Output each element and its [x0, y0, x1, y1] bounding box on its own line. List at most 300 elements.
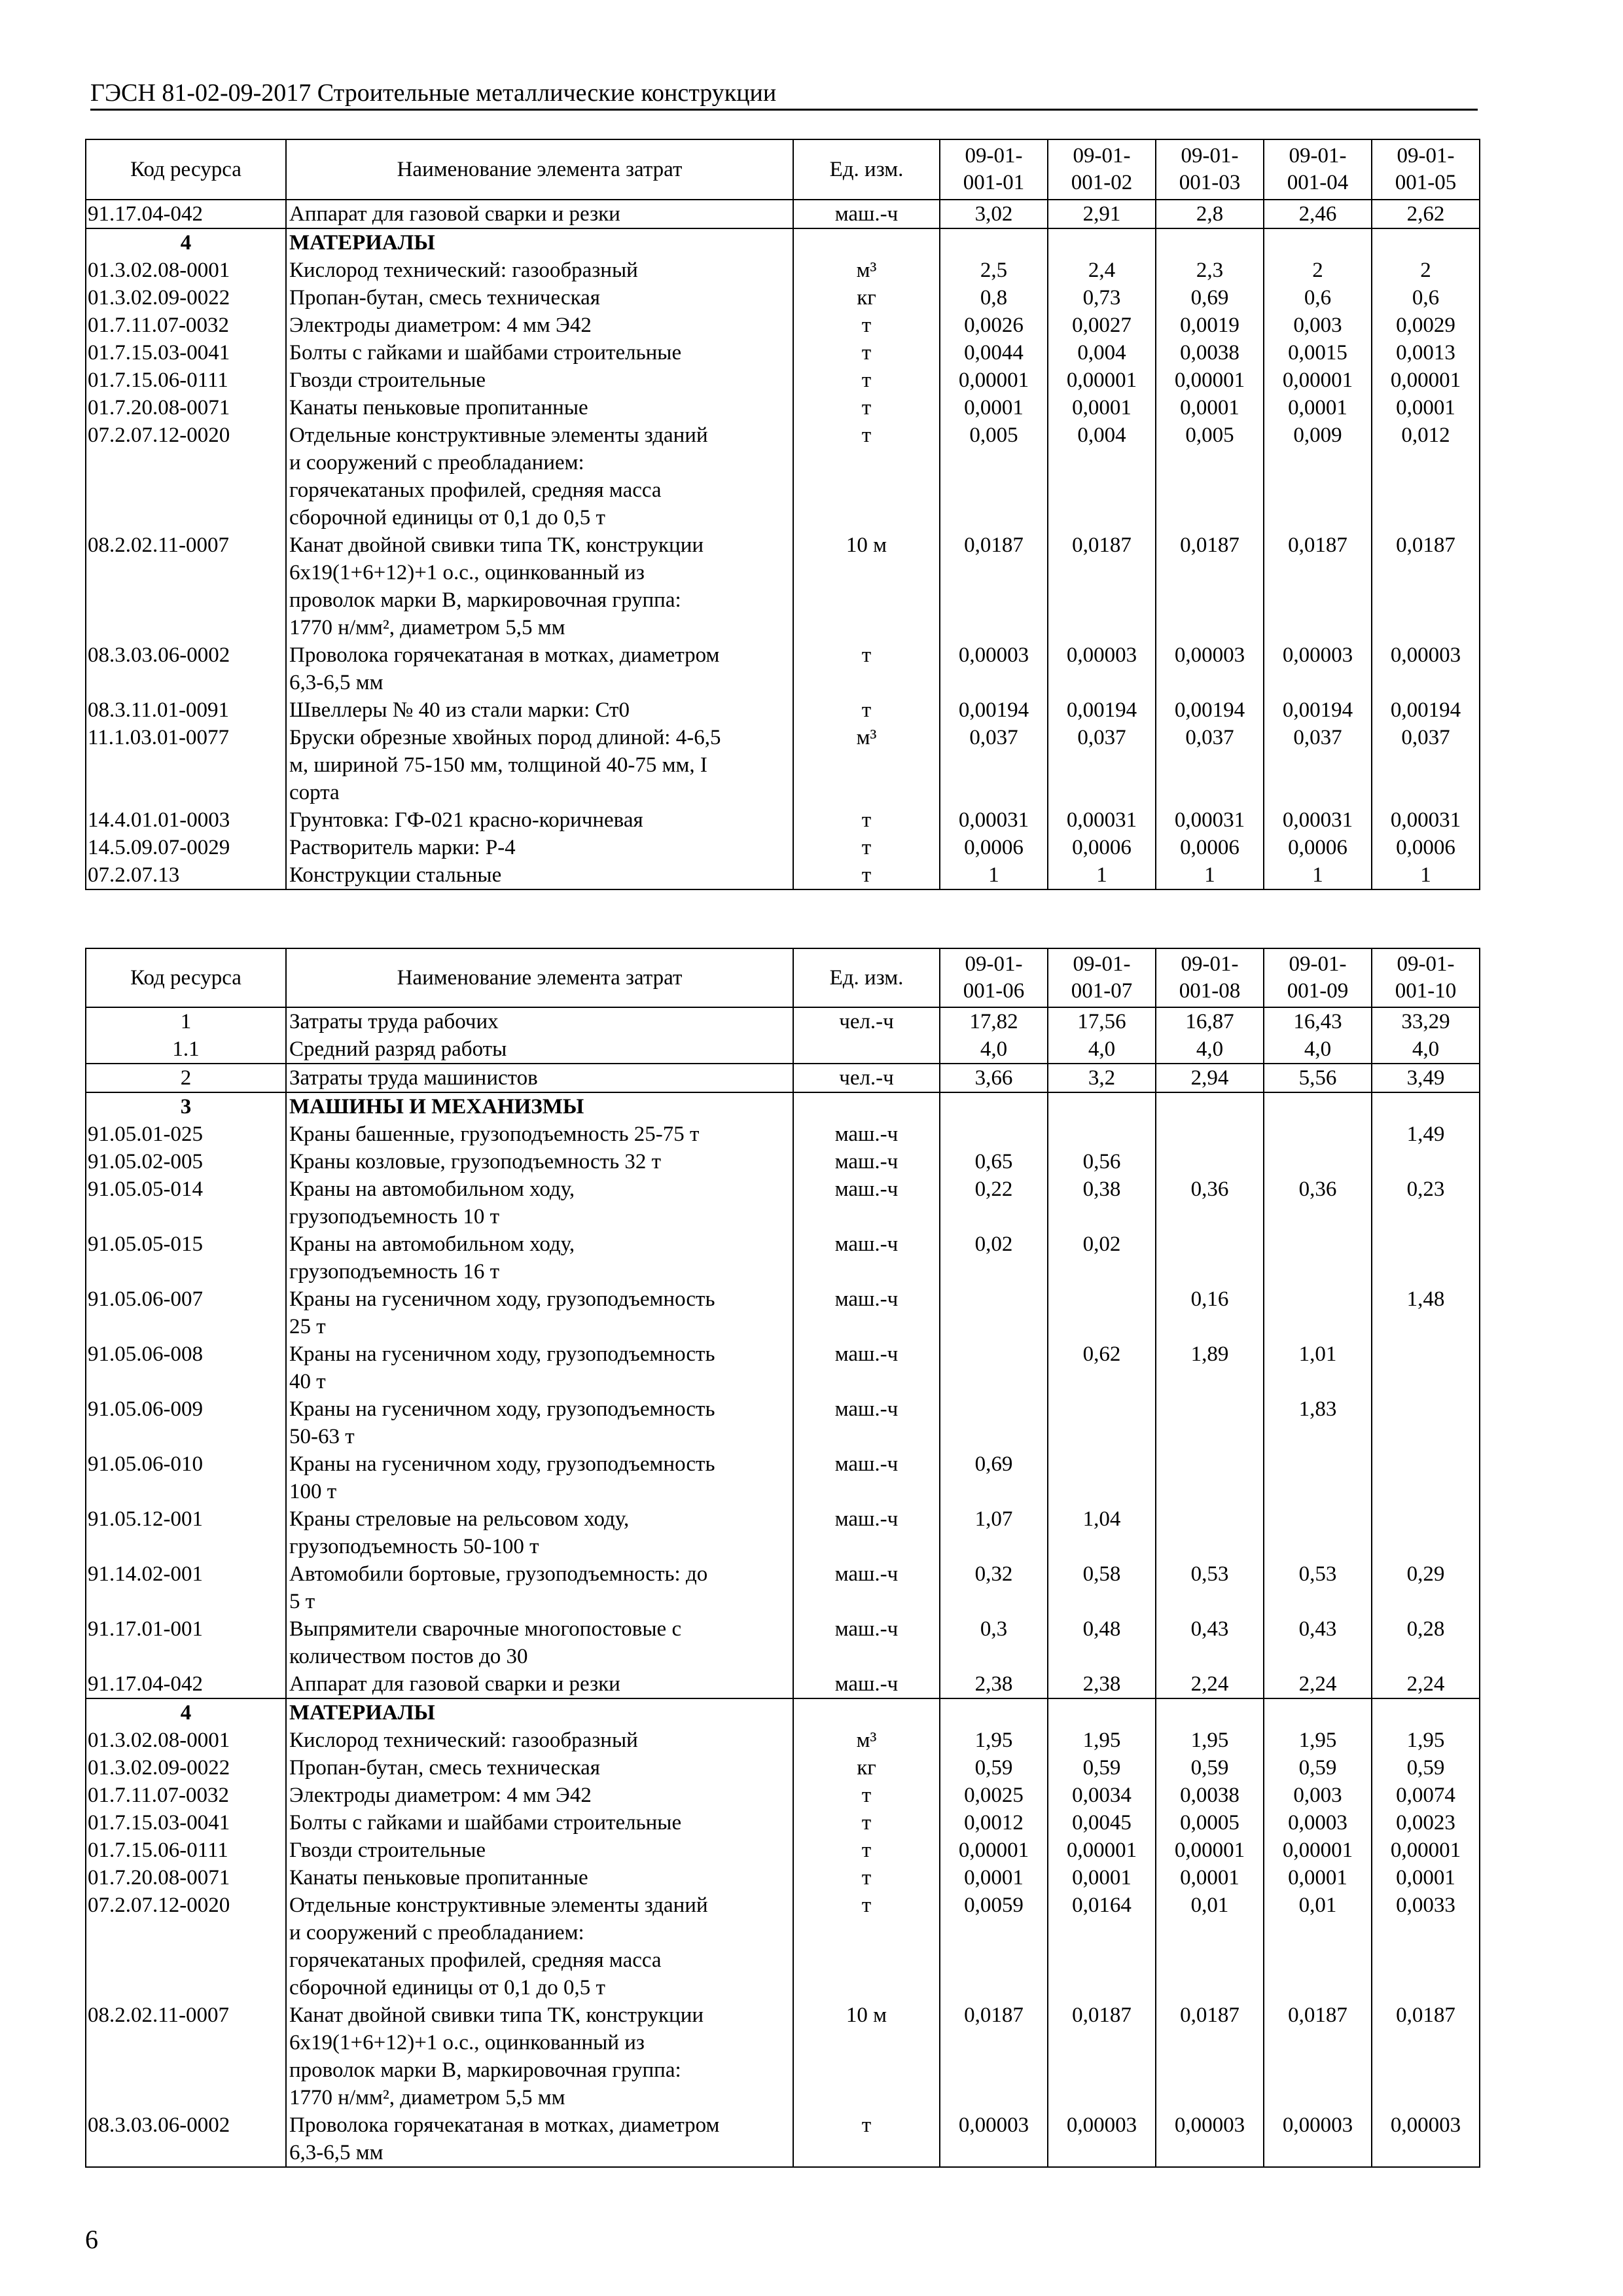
resource-code: 91.05.01-025	[86, 1121, 286, 1148]
resource-value: 0,00001	[1264, 367, 1372, 394]
resource-value	[1156, 1092, 1264, 1121]
resource-code: 14.4.01.01-0003	[86, 806, 286, 834]
header-unit: Ед. изм.	[793, 948, 940, 1007]
resource-value: 0,0019	[1156, 312, 1264, 339]
resource-value: 0,00001	[940, 367, 1048, 394]
header-rate-code: 09-01- 001-05	[1372, 139, 1480, 200]
resource-value: 2,24	[1264, 1670, 1372, 1698]
table-row	[86, 1340, 1480, 1395]
resource-value: 0,01	[1156, 1892, 1264, 2001]
resource-value: 0,0187	[1048, 2001, 1156, 2111]
header-rate-code: 09-01- 001-06	[940, 948, 1048, 1007]
resource-name: Аппарат для газовой сварки и резки	[286, 1670, 793, 1698]
resource-value: 0,0187	[940, 2001, 1048, 2111]
resource-value: 0,00194	[1264, 696, 1372, 724]
table-row	[86, 1395, 1480, 1450]
resource-value: 4,0	[1372, 1035, 1480, 1064]
table-row	[86, 1175, 1480, 1230]
resource-value: 0,6	[1372, 284, 1480, 312]
resource-unit	[793, 1092, 940, 1121]
resource-value: 0,0006	[1372, 834, 1480, 861]
header-rate-code: 09-01- 001-03	[1156, 139, 1264, 200]
table-row	[86, 1782, 1480, 1809]
resource-value: 0,53	[1264, 1560, 1372, 1615]
resource-value: 33,29	[1372, 1007, 1480, 1035]
table-header-row	[86, 948, 1480, 1007]
resource-value: 0,00001	[1264, 1837, 1372, 1864]
resource-name: Болты с гайками и шайбами строительные	[286, 339, 793, 367]
resource-code: 2	[86, 1064, 286, 1092]
resource-code: 91.17.01-001	[86, 1615, 286, 1670]
resource-value	[1372, 1698, 1480, 1727]
table-row	[86, 1864, 1480, 1892]
resource-value: 0,0187	[940, 531, 1048, 641]
resource-value	[940, 1340, 1048, 1395]
resource-code: 01.3.02.09-0022	[86, 1754, 286, 1782]
resource-name: Болты с гайками и шайбами строительные	[286, 1809, 793, 1837]
resource-unit: м³	[793, 1727, 940, 1754]
resource-value: 1	[1048, 861, 1156, 889]
resource-value	[1372, 1505, 1480, 1560]
resource-value: 0,012	[1372, 422, 1480, 531]
resource-value: 0,00003	[1372, 2111, 1480, 2167]
resource-value: 3,49	[1372, 1064, 1480, 1092]
resource-code: 01.7.20.08-0071	[86, 1864, 286, 1892]
resource-code: 11.1.03.01-0077	[86, 724, 286, 806]
resource-value: 2,46	[1264, 200, 1372, 228]
resource-unit: т	[793, 1864, 940, 1892]
resource-unit: м³	[793, 724, 940, 806]
resource-value: 0,59	[1264, 1754, 1372, 1782]
table-header-row	[86, 139, 1480, 200]
resource-unit: чел.-ч	[793, 1007, 940, 1035]
resource-value: 0,00001	[1156, 367, 1264, 394]
resource-value: 0,0001	[1156, 394, 1264, 422]
table-row	[86, 1121, 1480, 1148]
resource-value: 0,0074	[1372, 1782, 1480, 1809]
resource-value	[1372, 1340, 1480, 1395]
resource-name: Кислород технический: газообразный	[286, 257, 793, 284]
resource-code: 4	[86, 228, 286, 257]
resource-value: 0,0006	[1048, 834, 1156, 861]
resource-code: 91.05.05-014	[86, 1175, 286, 1230]
resource-name: Краны стреловые на рельсовом ходу, грузоподъемность 50-100 т	[286, 1505, 793, 1560]
resource-code: 91.17.04-042	[86, 200, 286, 228]
resource-value: 2,38	[940, 1670, 1048, 1698]
resource-value: 0,48	[1048, 1615, 1156, 1670]
resource-value: 1,95	[1372, 1727, 1480, 1754]
resource-name: Краны на гусеничном ходу, грузоподъемность 25 т	[286, 1285, 793, 1340]
resource-value: 0,0013	[1372, 339, 1480, 367]
resource-value	[1156, 228, 1264, 257]
resource-code: 3	[86, 1092, 286, 1121]
resource-name: Проволока горячекатаная в мотках, диаметром 6,3-6,5 мм	[286, 641, 793, 696]
page-header: ГЭСН 81-02-09-2017 Строительные металлические конструкции	[90, 77, 1478, 111]
resource-name: Краны на автомобильном ходу, грузоподъемность 16 т	[286, 1230, 793, 1285]
resource-code: 08.3.11.01-0091	[86, 696, 286, 724]
resource-code: 01.7.11.07-0032	[86, 312, 286, 339]
resource-value: 0,73	[1048, 284, 1156, 312]
resource-value: 1,01	[1264, 1340, 1372, 1395]
resource-value: 0,0001	[1264, 394, 1372, 422]
resource-unit: чел.-ч	[793, 1064, 940, 1092]
table-row	[86, 1727, 1480, 1754]
header-code: Код ресурса	[86, 948, 286, 1007]
resource-name: Выпрямители сварочные многопостовые с количеством постов до 30	[286, 1615, 793, 1670]
resource-value: 0,0006	[940, 834, 1048, 861]
resource-value	[1372, 1395, 1480, 1450]
page-number: 6	[85, 2225, 98, 2254]
resource-value: 0,43	[1156, 1615, 1264, 1670]
resource-value: 0,0023	[1372, 1809, 1480, 1837]
resource-code: 14.5.09.07-0029	[86, 834, 286, 861]
resource-value: 0,00001	[1048, 1837, 1156, 1864]
resource-value: 0,0164	[1048, 1892, 1156, 2001]
table-row	[86, 1285, 1480, 1340]
resource-name: Отдельные конструктивные элементы зданий и сооружений с преобладанием: горячекатаных профилей, средняя масса сборочной единицы от 0,1 до 0,5 т	[286, 422, 793, 531]
resource-value	[1264, 1121, 1372, 1148]
resource-value: 0,22	[940, 1175, 1048, 1230]
resource-value	[1372, 1230, 1480, 1285]
resource-name: Грунтовка: ГФ-021 красно-коричневая	[286, 806, 793, 834]
resource-name: Конструкции стальные	[286, 861, 793, 889]
resource-code: 08.3.03.06-0002	[86, 641, 286, 696]
resource-value	[1372, 228, 1480, 257]
resource-code: 01.3.02.08-0001	[86, 1727, 286, 1754]
resource-unit	[793, 1698, 940, 1727]
resource-value: 0,0001	[1156, 1864, 1264, 1892]
resource-value: 0,0187	[1048, 531, 1156, 641]
resource-value: 0,62	[1048, 1340, 1156, 1395]
resource-name: Канат двойной свивки типа ТК, конструкции 6х19(1+6+12)+1 о.с., оцинкованный из проволок марки В, маркировочная группа: 1770 н/мм², диаметром 5,5 мм	[286, 531, 793, 641]
resource-value: 1,89	[1156, 1340, 1264, 1395]
resource-value: 0,02	[1048, 1230, 1156, 1285]
resource-unit: т	[793, 339, 940, 367]
resource-value: 0,037	[1048, 724, 1156, 806]
resource-value: 0,003	[1264, 312, 1372, 339]
resource-name: Канаты пеньковые пропитанные	[286, 394, 793, 422]
resource-name: Краны на автомобильном ходу, грузоподъемность 10 т	[286, 1175, 793, 1230]
resource-value: 0,00031	[1156, 806, 1264, 834]
resource-value: 0,0034	[1048, 1782, 1156, 1809]
resource-value: 2,62	[1372, 200, 1480, 228]
resource-unit: маш.-ч	[793, 1505, 940, 1560]
resource-value: 0,0001	[1372, 394, 1480, 422]
resource-value: 17,56	[1048, 1007, 1156, 1035]
resource-value: 0,00003	[1048, 2111, 1156, 2167]
resource-value	[1264, 228, 1372, 257]
resource-code: 1	[86, 1007, 286, 1035]
resource-value: 4,0	[1048, 1035, 1156, 1064]
table-row	[86, 367, 1480, 394]
table-row	[86, 394, 1480, 422]
resource-value: 0,0033	[1372, 1892, 1480, 2001]
resource-value: 0,69	[940, 1450, 1048, 1505]
resource-code: 91.05.06-008	[86, 1340, 286, 1395]
resource-value: 5,56	[1264, 1064, 1372, 1092]
resource-value	[1048, 1698, 1156, 1727]
resource-unit: кг	[793, 1754, 940, 1782]
resource-value: 0,43	[1264, 1615, 1372, 1670]
resource-value: 2,8	[1156, 200, 1264, 228]
resource-value: 0,00031	[1264, 806, 1372, 834]
resource-unit: маш.-ч	[793, 1450, 940, 1505]
resource-value: 0,00194	[1372, 696, 1480, 724]
table-row	[86, 2001, 1480, 2111]
resource-name: Электроды диаметром: 4 мм Э42	[286, 1782, 793, 1809]
resource-value: 1,95	[940, 1727, 1048, 1754]
resource-value: 0,037	[1156, 724, 1264, 806]
resource-unit: маш.-ч	[793, 200, 940, 228]
resource-value	[1156, 1505, 1264, 1560]
resource-value: 0,005	[940, 422, 1048, 531]
resource-name: Электроды диаметром: 4 мм Э42	[286, 312, 793, 339]
resource-unit: маш.-ч	[793, 1395, 940, 1450]
resource-value: 0,00003	[1048, 641, 1156, 696]
resource-value: 0,0006	[1264, 834, 1372, 861]
resource-value: 0,02	[940, 1230, 1048, 1285]
resource-value: 0,00001	[1048, 367, 1156, 394]
resource-table-2	[85, 948, 1480, 2168]
resource-code: 01.3.02.09-0022	[86, 284, 286, 312]
resource-unit: т	[793, 1892, 940, 2001]
resource-value: 0,037	[1264, 724, 1372, 806]
resource-value	[940, 1121, 1048, 1148]
header-name: Наименование элемента затрат	[286, 948, 793, 1007]
table-row	[86, 1560, 1480, 1615]
resource-value	[940, 1395, 1048, 1450]
resource-value: 0,0001	[940, 1864, 1048, 1892]
resource-value: 0,0006	[1156, 834, 1264, 861]
resource-value: 0,0015	[1264, 339, 1372, 367]
resource-value: 0,0029	[1372, 312, 1480, 339]
resource-value: 0,0187	[1372, 531, 1480, 641]
resource-value: 0,01	[1264, 1892, 1372, 2001]
resource-value	[1156, 1450, 1264, 1505]
resource-value: 0,59	[1156, 1754, 1264, 1782]
table-row	[86, 200, 1480, 228]
resource-code: 01.7.20.08-0071	[86, 394, 286, 422]
table-row	[86, 724, 1480, 806]
header-rate-code: 09-01- 001-07	[1048, 948, 1156, 1007]
resource-value: 0,0187	[1156, 531, 1264, 641]
resource-value: 0,36	[1264, 1175, 1372, 1230]
resource-value	[1156, 1698, 1264, 1727]
resource-unit: т	[793, 422, 940, 531]
resource-value	[1048, 1121, 1156, 1148]
resource-value: 1,95	[1264, 1727, 1372, 1754]
table-row	[86, 1754, 1480, 1782]
resource-value: 1,04	[1048, 1505, 1156, 1560]
resource-unit: т	[793, 1782, 940, 1809]
resource-unit: т	[793, 861, 940, 889]
resource-code: 1.1	[86, 1035, 286, 1064]
resource-value: 1	[1264, 861, 1372, 889]
resource-value: 4,0	[940, 1035, 1048, 1064]
resource-value: 0,0001	[1264, 1864, 1372, 1892]
resource-name: Краны на гусеничном ходу, грузоподъемность 50-63 т	[286, 1395, 793, 1450]
resource-name: Гвозди строительные	[286, 1837, 793, 1864]
resource-value: 0,32	[940, 1560, 1048, 1615]
resource-value	[1264, 1148, 1372, 1175]
resource-unit: т	[793, 312, 940, 339]
table-row	[86, 1092, 1480, 1121]
header-rate-code: 09-01- 001-10	[1372, 948, 1480, 1007]
resource-unit: т	[793, 367, 940, 394]
resource-value: 0,0038	[1156, 339, 1264, 367]
table-row	[86, 312, 1480, 339]
table-row	[86, 1892, 1480, 2001]
resource-value	[1156, 1148, 1264, 1175]
resource-unit: маш.-ч	[793, 1230, 940, 1285]
table-row	[86, 1450, 1480, 1505]
table-row	[86, 422, 1480, 531]
resource-unit	[793, 228, 940, 257]
resource-value: 1,95	[1156, 1727, 1264, 1754]
resource-value: 0,0001	[1372, 1864, 1480, 1892]
table-row	[86, 339, 1480, 367]
resource-code: 01.7.15.03-0041	[86, 1809, 286, 1837]
resource-value: 0,53	[1156, 1560, 1264, 1615]
resource-name: Аппарат для газовой сварки и резки	[286, 200, 793, 228]
resource-unit: маш.-ч	[793, 1175, 940, 1230]
table-row	[86, 1809, 1480, 1837]
resource-value	[1372, 1092, 1480, 1121]
resource-value: 0,0187	[1156, 2001, 1264, 2111]
resource-unit: маш.-ч	[793, 1670, 940, 1698]
table-row	[86, 531, 1480, 641]
resource-value: 1,07	[940, 1505, 1048, 1560]
resource-unit: 10 м	[793, 2001, 940, 2111]
resource-value	[1048, 228, 1156, 257]
resource-value	[1156, 1121, 1264, 1148]
table-row	[86, 1615, 1480, 1670]
resource-value: 0,28	[1372, 1615, 1480, 1670]
resource-value: 16,87	[1156, 1007, 1264, 1035]
table-row	[86, 1505, 1480, 1560]
table-row	[86, 1698, 1480, 1727]
table-row	[86, 1035, 1480, 1064]
resource-value: 4,0	[1264, 1035, 1372, 1064]
table-row	[86, 806, 1480, 834]
table-row	[86, 1148, 1480, 1175]
resource-unit: маш.-ч	[793, 1121, 940, 1148]
resource-value: 2,4	[1048, 257, 1156, 284]
resource-code: 01.7.15.03-0041	[86, 339, 286, 367]
resource-unit: маш.-ч	[793, 1615, 940, 1670]
header-unit: Ед. изм.	[793, 139, 940, 200]
resource-value	[1048, 1450, 1156, 1505]
resource-value: 0,00031	[1048, 806, 1156, 834]
resource-value: 0,005	[1156, 422, 1264, 531]
resource-value: 0,0187	[1372, 2001, 1480, 2111]
resource-name: Краны на гусеничном ходу, грузоподъемность 40 т	[286, 1340, 793, 1395]
resource-code: 08.2.02.11-0007	[86, 531, 286, 641]
resource-value: 2,94	[1156, 1064, 1264, 1092]
resource-value: 2	[1372, 257, 1480, 284]
table-row	[86, 834, 1480, 861]
resource-unit: т	[793, 1809, 940, 1837]
resource-value: 0,009	[1264, 422, 1372, 531]
resource-code: 01.7.11.07-0032	[86, 1782, 286, 1809]
table-row	[86, 641, 1480, 696]
resource-code: 08.2.02.11-0007	[86, 2001, 286, 2111]
resource-value	[1264, 1285, 1372, 1340]
resource-value: 0,59	[1372, 1754, 1480, 1782]
header-name: Наименование элемента затрат	[286, 139, 793, 200]
resource-code: 07.2.07.12-0020	[86, 422, 286, 531]
table-row	[86, 861, 1480, 889]
resource-name: Растворитель марки: Р-4	[286, 834, 793, 861]
resource-unit: маш.-ч	[793, 1148, 940, 1175]
resource-unit: кг	[793, 284, 940, 312]
resource-value: 0,003	[1264, 1782, 1372, 1809]
resource-value	[1264, 1092, 1372, 1121]
resource-value: 0,0045	[1048, 1809, 1156, 1837]
resource-code: 91.05.06-009	[86, 1395, 286, 1450]
resource-value: 0,59	[940, 1754, 1048, 1782]
resource-value: 0,59	[1048, 1754, 1156, 1782]
resource-value: 2,24	[1372, 1670, 1480, 1698]
resource-unit: маш.-ч	[793, 1340, 940, 1395]
resource-code: 91.05.12-001	[86, 1505, 286, 1560]
resource-value: 0,69	[1156, 284, 1264, 312]
resource-value: 2,38	[1048, 1670, 1156, 1698]
resource-name: Пропан-бутан, смесь техническая	[286, 284, 793, 312]
resource-value: 16,43	[1264, 1007, 1372, 1035]
resource-value: 1,48	[1372, 1285, 1480, 1340]
table-row	[86, 2111, 1480, 2167]
resource-unit: т	[793, 2111, 940, 2167]
resource-code: 01.7.15.06-0111	[86, 1837, 286, 1864]
resource-value: 0,00003	[1264, 641, 1372, 696]
resource-unit: т	[793, 834, 940, 861]
resource-code: 07.2.07.13	[86, 861, 286, 889]
resource-value: 0,00001	[940, 1837, 1048, 1864]
resource-name: Канаты пеньковые пропитанные	[286, 1864, 793, 1892]
resource-value: 2,91	[1048, 200, 1156, 228]
resource-value: 0,00194	[940, 696, 1048, 724]
resource-value: 0,00003	[1156, 2111, 1264, 2167]
section-title: МАТЕРИАЛЫ	[286, 228, 793, 257]
resource-name: Средний разряд работы	[286, 1035, 793, 1064]
resource-value: 0,6	[1264, 284, 1372, 312]
resource-unit: т	[793, 696, 940, 724]
resource-value: 0,3	[940, 1615, 1048, 1670]
resource-value: 0,037	[940, 724, 1048, 806]
table-row	[86, 284, 1480, 312]
resource-value: 0,00031	[1372, 806, 1480, 834]
resource-code: 4	[86, 1698, 286, 1727]
resource-unit: т	[793, 806, 940, 834]
resource-value: 0,004	[1048, 339, 1156, 367]
resource-unit: т	[793, 641, 940, 696]
section-title: МАТЕРИАЛЫ	[286, 1698, 793, 1727]
resource-table-1	[85, 139, 1480, 890]
resource-unit: м³	[793, 257, 940, 284]
resource-value: 4,0	[1156, 1035, 1264, 1064]
resource-code: 91.05.06-007	[86, 1285, 286, 1340]
resource-value: 0,0012	[940, 1809, 1048, 1837]
resource-name: Краны на гусеничном ходу, грузоподъемность 100 т	[286, 1450, 793, 1505]
resource-value: 0,004	[1048, 422, 1156, 531]
resource-value: 0,0001	[1048, 394, 1156, 422]
resource-value: 2	[1264, 257, 1372, 284]
resource-value	[1264, 1698, 1372, 1727]
resource-value: 3,02	[940, 200, 1048, 228]
resource-value: 1,83	[1264, 1395, 1372, 1450]
resource-name: Краны башенные, грузоподъемность 25-75 т	[286, 1121, 793, 1148]
